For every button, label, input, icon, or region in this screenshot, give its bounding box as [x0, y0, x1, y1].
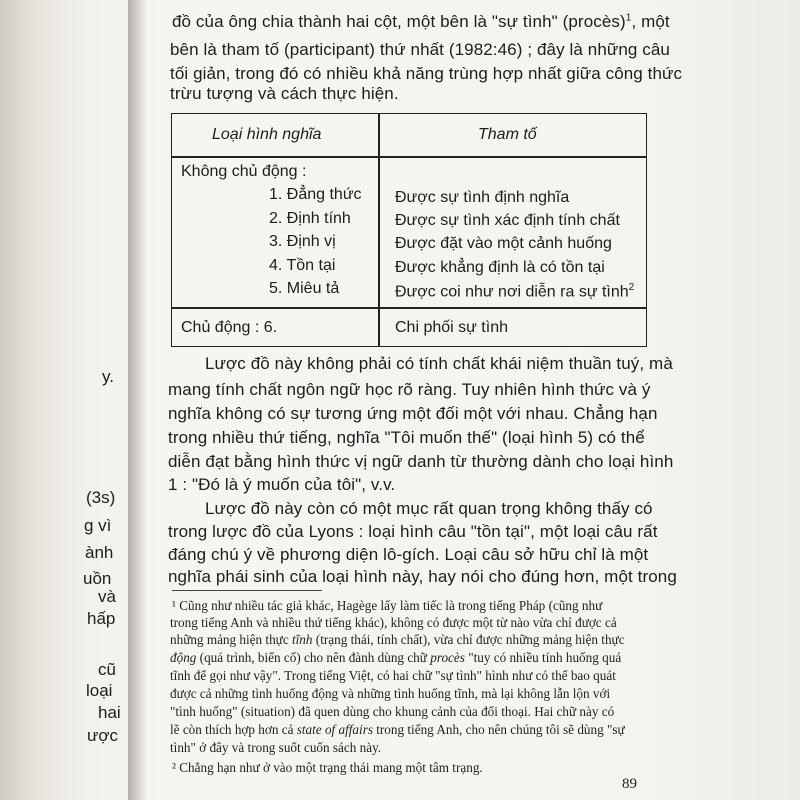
fragment: và	[98, 587, 116, 606]
footnote-2: ² Chẳng hạn như ở vào một trạng thái mang một tâm trạng.	[172, 760, 483, 775]
book-fold-shadow	[128, 0, 146, 800]
footnote-1-line: "tình huống" (situation) đã quen dùng cho khung cảnh của đối thoại. Hai chữ này có	[170, 704, 615, 719]
table-row-left: 2. Định tính	[269, 210, 351, 227]
para1-line-1: Lược đồ này không phải có tính chất khái niệm thuần tuý, mà	[205, 354, 673, 373]
para1-line-5: diễn đạt bằng hình thức vị ngữ danh từ thường dành cho loại hình	[168, 452, 674, 471]
para1-line-6: 1 : "Đó là ý muốn của tôi", v.v.	[168, 475, 396, 494]
table-row-left: 4. Tồn tại	[269, 257, 336, 274]
page-number: 89	[622, 776, 637, 792]
para2-line-2: trong lược đồ của Lyons : loại hình câu "tồn tại", một loại câu rất	[168, 522, 658, 541]
table-row-right: Được coi như nơi diễn ra sự tình$^2$	[395, 282, 635, 301]
footnote-1-line: động (quá trình, biến cố) cho nên đành dùng chữ procès "tuy có nhiều tính huống quá	[170, 650, 622, 665]
table-row-left: 1. Đẳng thức	[269, 186, 362, 203]
group-label: Không chủ động :	[181, 163, 307, 180]
fragment: g vì	[84, 516, 112, 535]
table-row-right: Được đặt vào một cảnh huống	[395, 235, 612, 252]
fragment: loại	[86, 681, 113, 700]
fragment: cũ	[98, 660, 116, 679]
fragment: hấp	[87, 609, 116, 628]
para2-line-3: đáng chú ý về phương diện lô-gích. Loại câu sở hữu chỉ là một	[168, 545, 649, 564]
footnote-1-line: những mảng hiện thực tĩnh (trạng thái, tính chất), vừa chỉ được những mảng hiện thực	[170, 632, 625, 647]
table-row-right: Được sự tình xác định tính chất	[395, 212, 620, 229]
footnote-1-line: được cả những tình huống động và những tình huống tĩnh, mà lại không lẫn lộn với	[170, 686, 611, 701]
intro-line-2: bên là tham tố (participant) thứ nhất (1982:46) ; đây là những câu	[170, 40, 670, 59]
header-participant: Tham tố	[478, 126, 537, 143]
footnote-1-line: trong tiếng Anh và nhiều thứ tiếng khác), không có được một từ nào vừa chỉ được cả	[170, 615, 617, 630]
fragment: y.	[102, 367, 114, 386]
para2-line-1: Lược đồ này còn có một mục rất quan trọng không thấy có	[205, 499, 653, 518]
table-header-divider	[172, 156, 646, 158]
para2-line-4: nghĩa phái sinh của loại hình này, hay nói cho đúng hơn, một trong	[168, 567, 677, 586]
para1-line-3: nghĩa không có sự tương ứng một đối một với nhau. Chẳng hạn	[168, 404, 658, 423]
footnote-rule	[172, 590, 322, 591]
table-row-divider	[172, 307, 646, 309]
fragment: uồn	[83, 569, 112, 588]
para1-line-2: mang tính chất ngôn ngữ học rõ ràng. Tuy nhiên hình thức và ý	[168, 380, 651, 399]
footnote-1-line: lẽ còn thích hợp hơn cả state of affairs trong tiếng Anh, cho nên chúng tôi sẽ dùng "sự	[170, 722, 625, 737]
footnote-1-line: tình" ở đây và trong suốt cuốn sách này.	[170, 740, 382, 755]
intro-line-3: tối giản, trong đó có nhiều khả năng trùng hợp nhất giữa công thức	[170, 64, 683, 83]
fragment: ành	[85, 543, 114, 562]
footnote-1-line: ¹ Cũng như nhiều tác giả khác, Hagège lấy làm tiếc là trong tiếng Pháp (cũng như	[172, 598, 603, 613]
intro-line-1: đồ của ông chia thành hai cột, một bên là "sự tình" (procès)$^1$, một	[172, 12, 670, 31]
table-column-divider	[378, 114, 380, 346]
header-meaning-type: Loại hình nghĩa	[212, 126, 322, 143]
table-row-right: Được sự tình định nghĩa	[395, 189, 570, 206]
facing-page-edge	[0, 0, 125, 800]
meaning-types-table	[171, 113, 647, 347]
footnote-1-line: tĩnh để gọi như vậy". Trong tiếng Việt, có hai chữ "sự tình" hình như có thể bao quát	[170, 668, 616, 683]
table-row-left: 3. Định vị	[269, 233, 336, 250]
intro-line-4: trừu tượng và cách thực hiện.	[170, 84, 399, 103]
active-label: Chủ động : 6.	[181, 319, 278, 336]
fragment: ược	[87, 726, 119, 745]
table-row-right: Được khẳng định là có tồn tại	[395, 259, 605, 276]
table-row-left: 5. Miêu tả	[269, 280, 340, 297]
para1-line-4: trong nhiều thứ tiếng, nghĩa "Tôi muốn thế" (loại hình 5) có thể	[168, 428, 645, 447]
fragment: hai	[98, 703, 121, 722]
fragment: (3s)	[86, 488, 116, 507]
active-value: Chi phối sự tình	[395, 319, 508, 336]
